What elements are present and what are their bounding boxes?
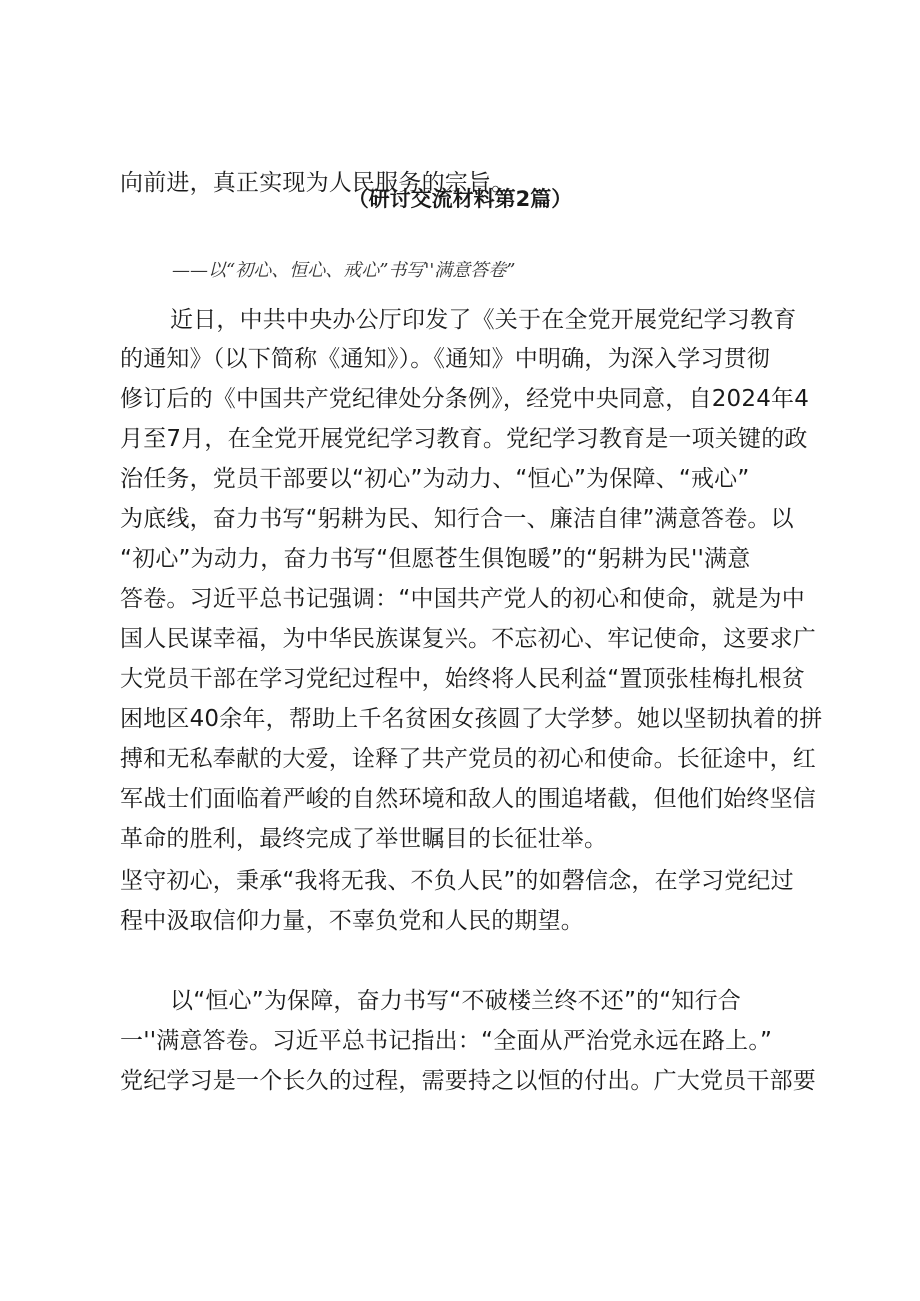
paragraph-line: 为底线，奋力书写“躬耕为民、知行合一、廉洁自律”满意答卷。以 (120, 506, 794, 532)
paragraph-line: 大党员干部在学习党纪过程中，始终将人民利益“置顶张桂梅扎根贫 (120, 666, 805, 692)
paragraph-line: 一''满意答卷。习近平总书记指出：“全面从严治党永远在路上。” (120, 1028, 773, 1054)
paragraph-line: 搏和无私奉献的大爱，诠释了共产党员的初心和使命。长征途中，红 (120, 746, 816, 772)
paragraph-line: 的通知》（以下简称《通知》）。《通知》中明确，为深入学习贯彻 (120, 346, 770, 372)
opening-line: 向前进，真正实现为人民服务的宗旨。 (120, 170, 515, 196)
paragraph-line: 以“恒心”为保障，奋力书写“不破楼兰终不还”的“知行合 (170, 988, 741, 1014)
paragraph-line: 困地区40余年，帮助上千名贫困女孩圆了大学梦。她以坚韧执着的拼 (120, 706, 823, 732)
paragraph-line: 近日，中共中央办公厅印发了《关于在全党开展党纪学习教育 (170, 307, 797, 333)
paragraph-line: 治任务，党员干部要以“初心”为动力、“恒心”为保障、“戒心” (120, 466, 750, 492)
paragraph-line: 军战士们面临着严峻的自然环境和敌人的围追堵截，但他们始终坚信 (120, 786, 816, 812)
paragraph-line: 党纪学习是一个长久的过程，需要持之以恒的付出。广大党员干部要 (120, 1068, 816, 1094)
paragraph-line: 革命的胜利，最终完成了举世瞩目的长征壮举。 (120, 826, 608, 852)
paragraph-line: “初心”为动力，奋力书写“但愿苍生俱饱暖”的“躬耕为民''满意 (120, 546, 751, 572)
paragraph-line: 月至7月，在全党开展党纪学习教育。党纪学习教育是一项关键的政 (120, 426, 808, 452)
paragraph-line: 修订后的《中国共产党纪律处分条例》，经党中央同意，自2024年4 (120, 386, 810, 412)
paragraph-line: 坚守初心，秉承“我将无我、不负人民”的如磬信念，在学习党纪过 (120, 868, 794, 894)
section-title: （研讨交流材料第2篇） (347, 187, 573, 211)
paragraph-line: 程中汲取信仰力量，不辜负党和人民的期望。 (120, 908, 584, 934)
section-subtitle: ——以“初心、恒心、戒心”书写''满意答卷” (172, 260, 516, 281)
paragraph-line: 答卷。习近平总书记强调：“中国共产党人的初心和使命，就是为中 (120, 586, 805, 612)
paragraph-line: 国人民谋幸福，为中华民族谋复兴。不忘初心、牢记使命，这要求广 (120, 626, 816, 652)
